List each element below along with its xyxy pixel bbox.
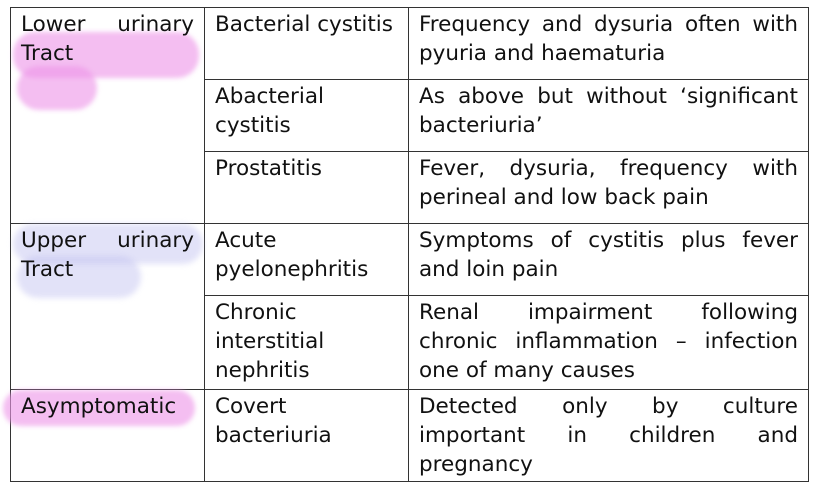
description-cell: Frequency and dysuria often with pyuria and haematuria bbox=[409, 8, 809, 80]
description-cell: Detected only by culture important in children and pregnancy bbox=[409, 390, 809, 482]
group-label-asymptomatic: Asymptomatic bbox=[21, 394, 177, 419]
description-cell: Renal impairment following chronic inflammation – infection one of many causes bbox=[409, 296, 809, 390]
group-cell-lower-urinary-tract bbox=[11, 8, 205, 224]
description-cell: Fever, dysuria, frequency with perineal and low back pain bbox=[409, 152, 809, 224]
uti-classification-table bbox=[10, 7, 809, 482]
group-cell-upper-urinary-tract bbox=[11, 224, 205, 390]
table-row bbox=[11, 8, 809, 80]
condition-cell: Covert bacteriuria bbox=[205, 390, 409, 482]
group-cell-asymptomatic bbox=[11, 390, 205, 482]
group-label-upper: Upper urinary Tract bbox=[21, 228, 194, 282]
description-cell: As above but without ‘significant bacteriuria’ bbox=[409, 80, 809, 152]
description-cell: Symptoms of cystitis plus fever and loin pain bbox=[409, 224, 809, 296]
condition-cell: Acute pyelonephritis bbox=[205, 224, 409, 296]
table-row bbox=[11, 224, 809, 296]
table-row bbox=[11, 390, 809, 482]
condition-cell: Chronic interstitial nephritis bbox=[205, 296, 409, 390]
condition-cell: Bacterial cystitis bbox=[205, 8, 409, 80]
group-label-lower: Lower urinary Tract bbox=[21, 12, 194, 66]
condition-cell: Prostatitis bbox=[205, 152, 409, 224]
condition-cell: Abacterial cystitis bbox=[205, 80, 409, 152]
pink-highlight-mark bbox=[17, 66, 97, 110]
